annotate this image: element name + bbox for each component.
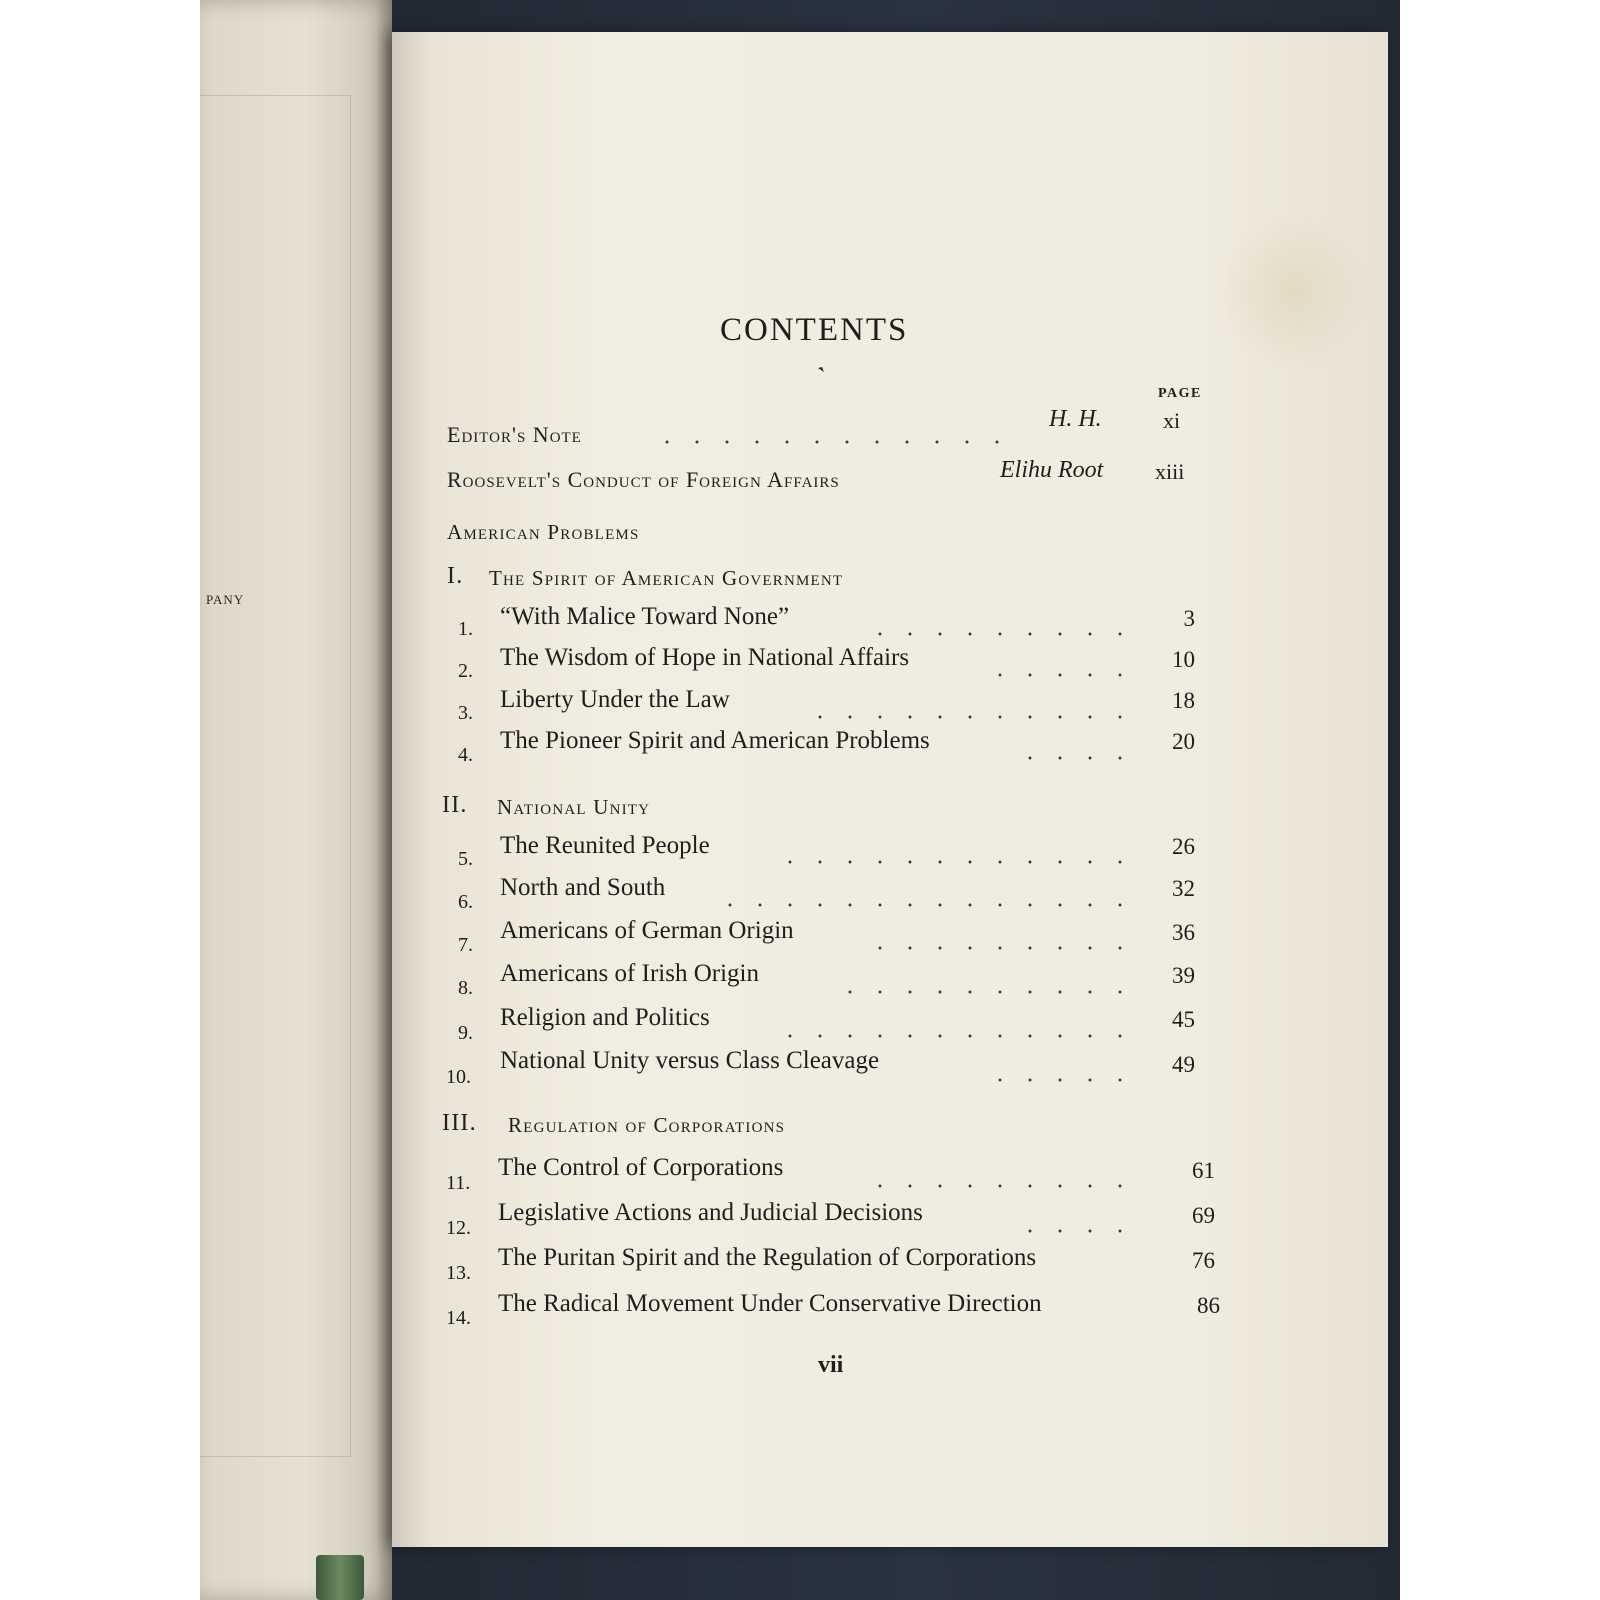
printer-mark <box>818 366 826 374</box>
chapter-title: The Puritan Spirit and the Regulation of Corporations <box>498 1244 1037 1271</box>
paper-stain <box>1218 212 1368 372</box>
dot-leader <box>865 632 1135 636</box>
chapter-title: The Reunited People <box>500 832 710 859</box>
faint-page-frame <box>200 95 351 1457</box>
front-matter-title: Editor's Note <box>447 422 582 447</box>
section-numeral: I. <box>447 563 464 589</box>
front-matter-author: H. H. <box>1049 406 1102 432</box>
section-title: The Spirit of American Government <box>489 566 844 590</box>
chapter-page: 69 <box>1192 1203 1215 1228</box>
chapter-number: 8. <box>458 977 473 999</box>
chapter-number: 10. <box>446 1066 471 1088</box>
front-matter-author: Elihu Root <box>1000 457 1104 483</box>
chapter-title: Religion and Politics <box>500 1004 710 1031</box>
chapter-page: 86 <box>1197 1293 1220 1318</box>
front-matter-page: xiii <box>1155 459 1185 484</box>
chapter-page: 36 <box>1172 920 1195 945</box>
chapter-title: “With Malice Toward None” <box>500 603 790 630</box>
chapter-number: 1. <box>458 618 473 640</box>
chapter-title: The Wisdom of Hope in National Affairs <box>500 644 910 671</box>
book-spine-edge <box>316 1555 364 1600</box>
chapter-title: Legislative Actions and Judicial Decisions <box>498 1199 923 1226</box>
section-numeral: III. <box>442 1110 477 1136</box>
chapter-number: 2. <box>458 660 473 682</box>
page-column-header: PAGE <box>1158 386 1202 401</box>
page-folio: vii <box>818 1352 844 1378</box>
section-numeral: II. <box>442 792 468 818</box>
chapter-title: National Unity versus Class Cleavage <box>500 1047 880 1074</box>
left-page <box>200 0 392 1600</box>
section-title: National Unity <box>497 795 651 819</box>
chapter-number: 14. <box>446 1307 471 1329</box>
chapter-page: 61 <box>1192 1158 1215 1183</box>
dot-leader <box>775 860 1135 864</box>
dot-leader <box>985 1078 1135 1082</box>
dot-leader <box>652 440 1012 444</box>
chapter-page: 76 <box>1192 1248 1215 1273</box>
part-heading: American Problems <box>447 520 640 544</box>
chapter-title: The Radical Movement Under Conservative Direction <box>498 1290 1042 1317</box>
front-matter-page: xi <box>1163 408 1181 433</box>
dot-leader <box>1015 756 1135 760</box>
chapter-title: The Control of Corporations <box>498 1154 784 1181</box>
chapter-page: 18 <box>1172 688 1195 713</box>
chapter-title: Americans of Irish Origin <box>500 960 759 987</box>
chapter-title: North and South <box>500 874 666 901</box>
front-matter-title: Roosevelt's Conduct of Foreign Affairs <box>447 467 840 492</box>
chapter-title: Liberty Under the Law <box>500 686 730 713</box>
dot-leader <box>715 903 1135 907</box>
chapter-number: 5. <box>458 848 473 870</box>
section-title: Regulation of Corporations <box>508 1113 786 1137</box>
chapter-page: 45 <box>1172 1007 1195 1032</box>
dot-leader <box>775 1034 1135 1038</box>
chapter-page: 10 <box>1172 647 1195 672</box>
dot-leader <box>835 990 1135 994</box>
chapter-page: 49 <box>1172 1052 1195 1077</box>
chapter-number: 7. <box>458 934 473 956</box>
chapter-page: 3 <box>1183 606 1195 631</box>
contents-title: CONTENTS <box>720 312 909 348</box>
dot-leader <box>805 715 1135 719</box>
chapter-number: 11. <box>446 1172 471 1194</box>
chapter-number: 3. <box>458 702 473 724</box>
chapter-number: 13. <box>446 1262 471 1284</box>
chapter-title: The Pioneer Spirit and American Problems <box>500 727 930 754</box>
chapter-number: 9. <box>458 1022 473 1044</box>
chapter-page: 39 <box>1172 963 1195 988</box>
chapter-page: 26 <box>1172 834 1195 859</box>
chapter-number: 6. <box>458 891 473 913</box>
dot-leader <box>985 673 1135 677</box>
dot-leader <box>865 946 1135 950</box>
chapter-page: 32 <box>1172 876 1195 901</box>
chapter-title: Americans of German Origin <box>500 917 794 944</box>
chapter-number: 12. <box>446 1217 471 1239</box>
right-page <box>392 32 1388 1547</box>
chapter-page: 20 <box>1172 729 1195 754</box>
left-page-text-fragment: PANY <box>206 592 245 607</box>
dot-leader <box>1015 1229 1135 1233</box>
dot-leader <box>865 1184 1135 1188</box>
chapter-number: 4. <box>458 744 473 766</box>
